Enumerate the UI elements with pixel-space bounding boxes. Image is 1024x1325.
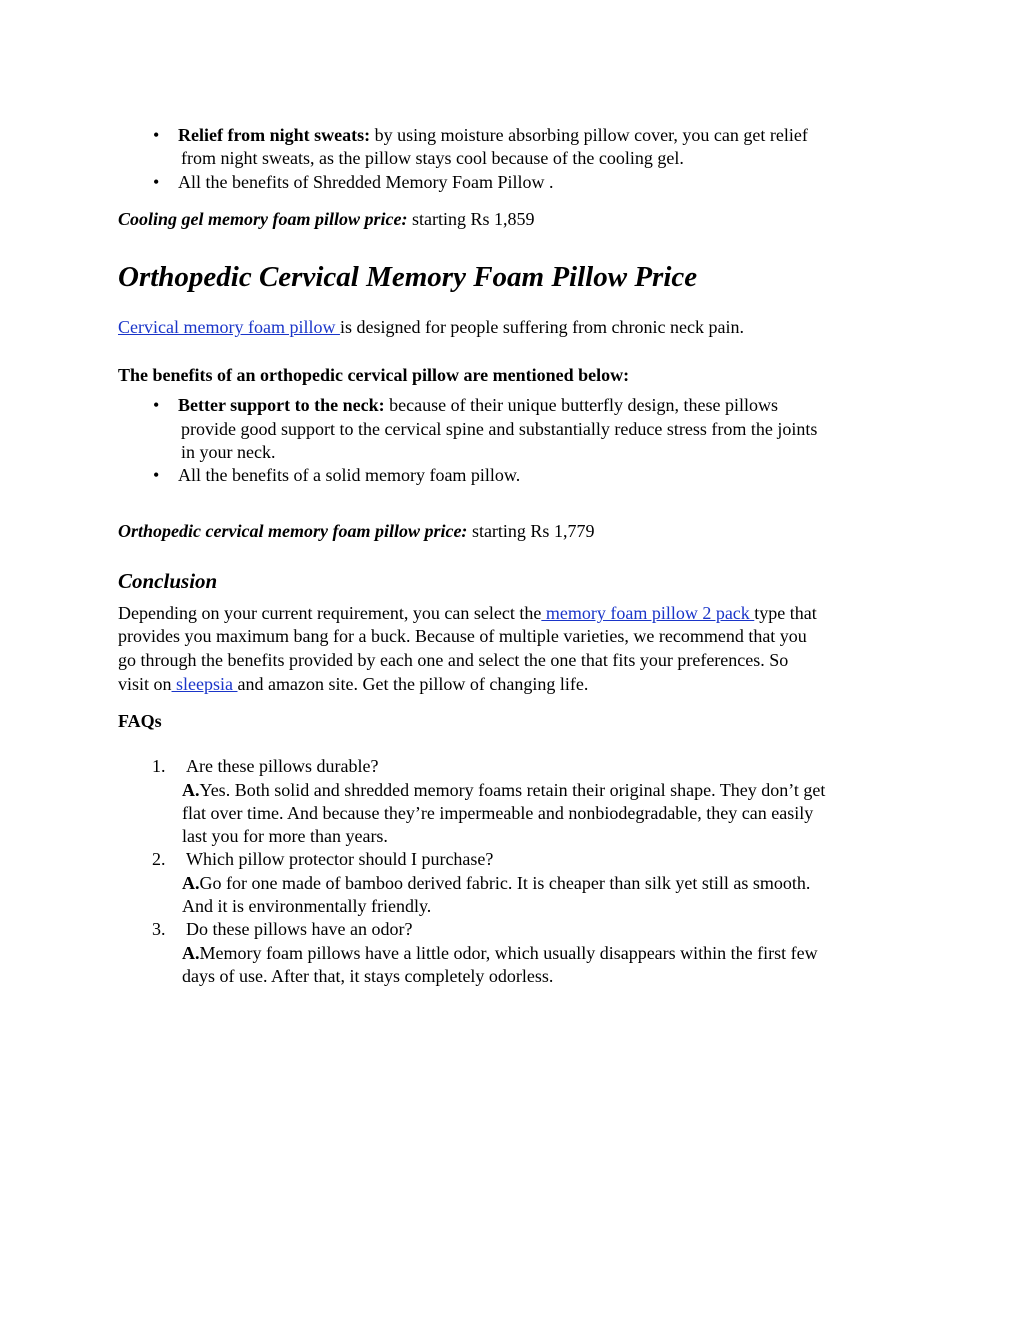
cervical-price-value: starting Rs 1,779 xyxy=(467,521,595,541)
cooling-gel-price-label: Cooling gel memory foam pillow price: xyxy=(118,209,408,229)
bullet-marker: • xyxy=(153,125,160,145)
cervical-price xyxy=(118,520,594,542)
conclusion-heading: Conclusion xyxy=(118,569,218,593)
cooling-gel-price-value: starting Rs 1,859 xyxy=(407,209,535,229)
bullet-night-sweats-title: Relief from night sweats: xyxy=(178,125,371,145)
bullet-marker: • xyxy=(153,172,160,192)
heading-cervical-pillow-price: Orthopedic Cervical Memory Foam Pillow Price xyxy=(118,261,698,293)
sleepsia-link[interactable]: sleepsia xyxy=(171,674,238,694)
conclusion-line1: Depending on your current requirement, you can select the memory foam pillow 2 pack type that xyxy=(118,603,817,623)
faq-answer-line1: A.Go for one made of bamboo derived fabric. It is cheaper than silk yet still as smooth. xyxy=(182,873,811,893)
faq-question: Do these pillows have an odor? xyxy=(186,919,413,939)
cooling-gel-price xyxy=(118,208,535,230)
conclusion-line4: visit on sleepsia and amazon site. Get the pillow of changing life. xyxy=(118,674,589,694)
bullet-neck-support-line2: provide good support to the cervical spine and substantially reduce stress from the joints xyxy=(181,419,818,439)
cervical-pillow-link[interactable]: Cervical memory foam pillow xyxy=(118,317,340,337)
cervical-price-label: Orthopedic cervical memory foam pillow price: xyxy=(118,521,468,541)
faq-question: Which pillow protector should I purchase? xyxy=(186,849,494,869)
bullet-night-sweats-line1: Relief from night sweats: by using moisture absorbing pillow cover, you can get relief xyxy=(178,125,808,145)
faq-question: Are these pillows durable? xyxy=(186,756,379,776)
faq-answer-line2: days of use. After that, it stays completely odorless. xyxy=(182,966,554,986)
faqs-heading: FAQs xyxy=(118,711,162,731)
bullet-neck-support-line1: Better support to the neck: because of their unique butterfly design, these pillows xyxy=(178,395,779,415)
faq-number: 1. xyxy=(152,756,166,776)
conclusion-line3: go through the benefits provided by each one and select the one that fits your preferences. So xyxy=(118,650,789,670)
conclusion-line2: provides you maximum bang for a buck. Because of multiple varieties, we recommend that you xyxy=(118,626,807,646)
bullet-solid-foam-benefits: All the benefits of a solid memory foam pillow. xyxy=(178,465,521,485)
faq-answer-line3: last you for more than years. xyxy=(182,826,388,846)
faq-answer-line2: flat over time. And because they’re impermeable and nonbiodegradable, they can easily xyxy=(182,803,814,823)
faq-answer-line1: A.Memory foam pillows have a little odor, which usually disappears within the first few xyxy=(182,943,818,963)
faq-number: 2. xyxy=(152,849,166,869)
bullet-neck-support-title: Better support to the neck: xyxy=(178,395,385,415)
memory-foam-2-pack-link[interactable]: memory foam pillow 2 pack xyxy=(541,603,755,623)
bullet-marker: • xyxy=(153,395,160,415)
faq-number: 3. xyxy=(152,919,166,939)
bullet-night-sweats-line2: from night sweats, as the pillow stays cool because of the cooling gel. xyxy=(181,148,684,168)
cervical-intro: Cervical memory foam pillow is designed for people suffering from chronic neck pain. xyxy=(118,317,744,337)
faq-answer-line1: A.Yes. Both solid and shredded memory foams retain their original shape. They don’t get xyxy=(182,780,826,800)
bullet-marker: • xyxy=(153,465,160,485)
bullet-neck-support-line3: in your neck. xyxy=(181,442,276,462)
bullet-shredded-benefits: All the benefits of Shredded Memory Foam Pillow . xyxy=(178,172,554,192)
cervical-benefits-heading: The benefits of an orthopedic cervical pillow are mentioned below: xyxy=(118,365,630,385)
faq-answer-line2: And it is environmentally friendly. xyxy=(182,896,432,916)
